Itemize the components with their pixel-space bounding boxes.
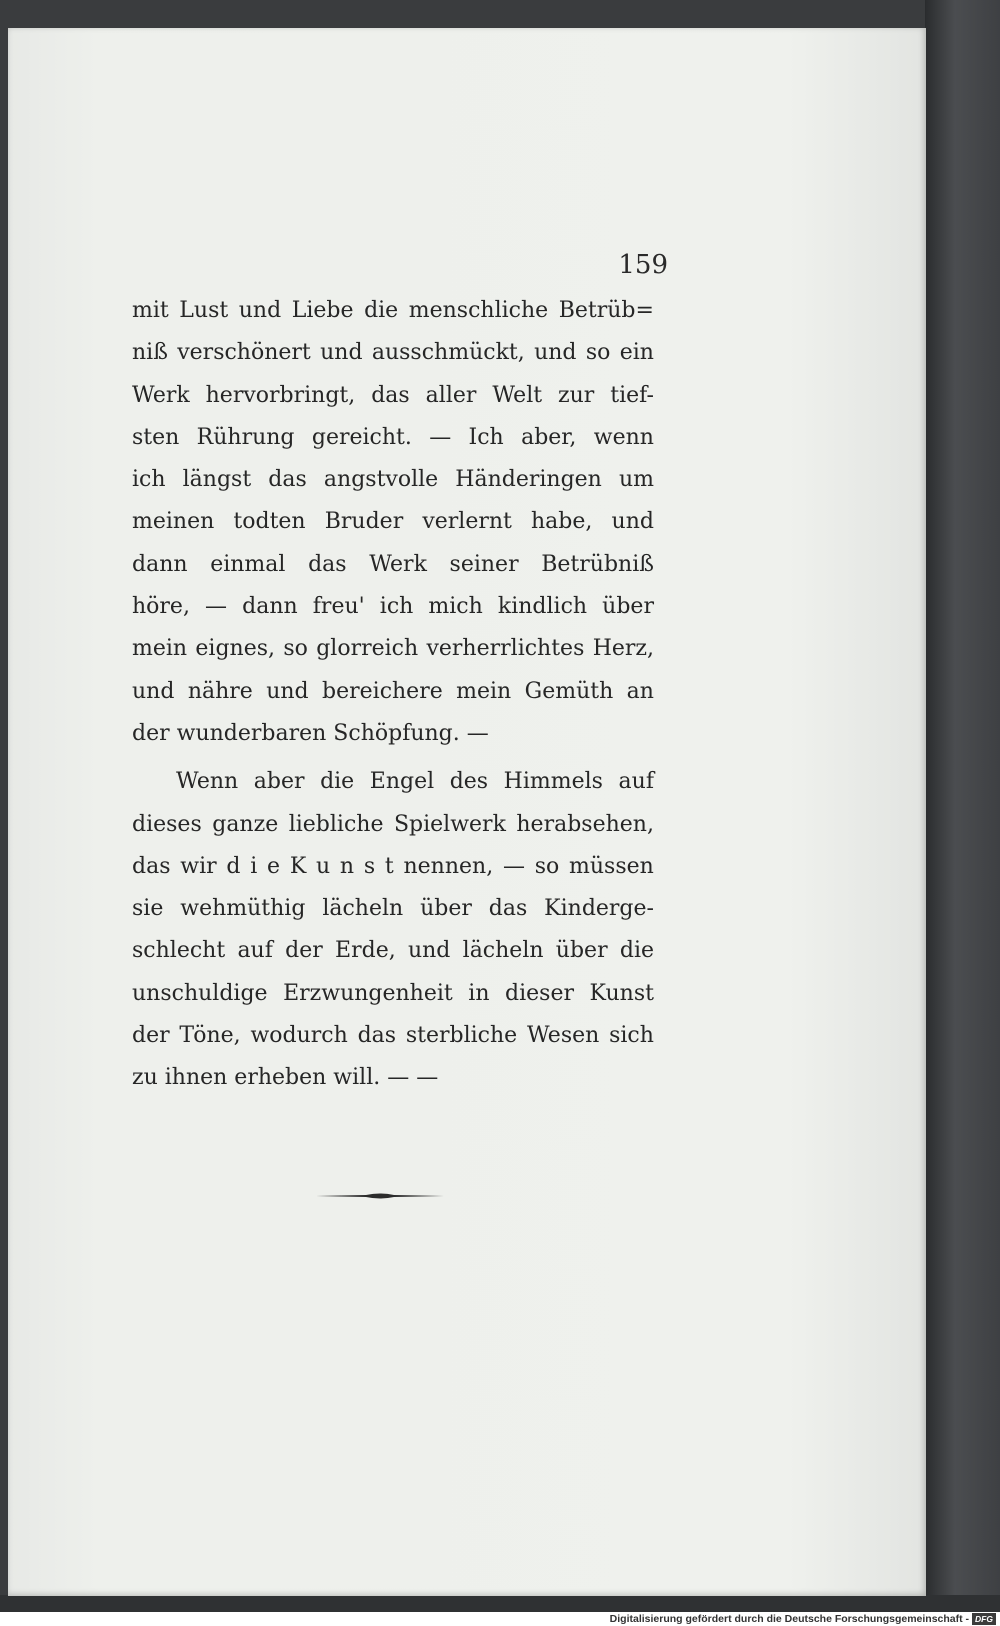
text-block (132, 290, 654, 1100)
text-line: mein eignes, so glorreich verherrlichtes Herz, (132, 636, 654, 662)
text-line: der wunderbaren Schöpfung. — (132, 720, 489, 746)
digitization-footer (610, 1612, 996, 1626)
book-edge-bottom (0, 1595, 1000, 1612)
book-edge-right (925, 0, 1000, 1612)
text-line: zu ihnen erheben will. — — (132, 1065, 439, 1091)
text-line: höre, — dann freu' ich mich kindlich über (132, 594, 654, 620)
text-line: der Töne, wodurch das sterbliche Wesen sich (132, 1023, 654, 1049)
text-line: ich längst das angstvolle Händeringen um (132, 467, 654, 493)
text-line: unschuldige Erzwungenheit in dieser Kunst (132, 980, 654, 1006)
ornament-rule (316, 1192, 444, 1200)
text-line: und nähre und bereichere mein Gemüth an (132, 678, 654, 704)
text-line: dann einmal das Werk seiner Betrübniß (132, 551, 654, 577)
text-line: niß verschönert und ausschmückt, und so ein (132, 340, 654, 366)
text-line: schlecht auf der Erde, und lächeln über die (132, 938, 654, 964)
book-page (8, 28, 926, 1596)
paragraph-1 (132, 290, 654, 755)
text-line: sten Rührung gereicht. — Ich aber, wenn (132, 424, 654, 450)
dfg-logo: DFG (972, 1613, 996, 1625)
text-line: meinen todten Bruder verlernt habe, und (132, 509, 654, 535)
text-line: dieses ganze liebliche Spielwerk herabsehen, (132, 811, 654, 837)
page-number: 159 (618, 250, 668, 280)
text-line: sie wehmüthig lächeln über das Kinderge- (132, 896, 654, 922)
text-line: Werk hervorbringt, das aller Welt zur tief- (132, 382, 654, 408)
text-line: mit Lust und Liebe die menschliche Betrüb= (132, 298, 654, 323)
text-line: das wir d i e K u n s t nennen, — so müssen (132, 853, 654, 879)
text-line: Wenn aber die Engel des Himmels auf (176, 769, 654, 795)
paragraph-2 (132, 761, 654, 1099)
footer-credit: Digitalisierung gefördert durch die Deutsche Forschungsgemeinschaft - (609, 1613, 970, 1625)
